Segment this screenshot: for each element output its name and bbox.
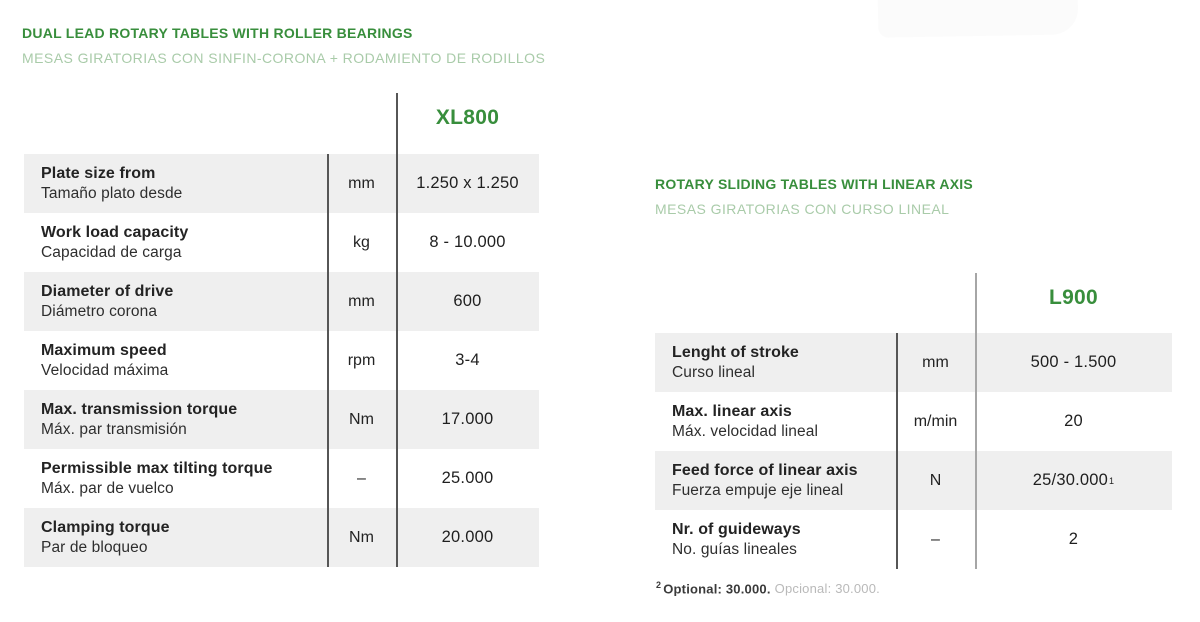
row-value-cell: 500 - 1.500	[1030, 353, 1117, 371]
footnote-text-en: Optional: 30.000.	[663, 581, 771, 597]
table-row	[655, 333, 1172, 392]
table-row	[24, 449, 539, 508]
row-unit-cell: Nm	[349, 410, 374, 428]
row-unit-cell: –	[357, 469, 366, 487]
row-label-es: Tamaño plato desde	[41, 184, 183, 202]
column-divider	[975, 273, 977, 569]
row-label-en: Lenght of stroke	[672, 343, 799, 361]
footnote-text-es: Opcional: 30.000.	[774, 581, 880, 597]
row-label-cell	[655, 451, 896, 510]
row-label-cell	[24, 213, 327, 272]
row-unit-cell: Nm	[349, 528, 374, 546]
table-row	[655, 392, 1172, 451]
row-label-es: Máx. par de vuelco	[41, 479, 174, 497]
model-header-cell	[396, 93, 539, 143]
row-label-en: Clamping torque	[41, 518, 170, 536]
row-label-es: Capacidad de carga	[41, 243, 182, 261]
table-row	[24, 390, 539, 449]
column-divider	[327, 154, 329, 567]
row-label-en: Nr. of guideways	[672, 520, 801, 538]
row-value-cell: 600	[453, 292, 482, 310]
row-label-es: Par de bloqueo	[41, 538, 148, 556]
row-label-cell	[24, 272, 327, 331]
row-label-en: Permissible max tilting torque	[41, 459, 273, 477]
xl800-spec-table	[24, 93, 539, 567]
model-name: L900	[1048, 285, 1099, 309]
right-section-header	[655, 176, 973, 217]
right-section-title: ROTARY SLIDING TABLES WITH LINEAR AXIS	[655, 176, 974, 192]
row-label-es: No. guías lineales	[672, 540, 798, 558]
row-label-es: Curso lineal	[672, 363, 756, 381]
table-rows	[655, 333, 1172, 569]
row-value-cell: 25.000	[441, 469, 494, 487]
table-row	[24, 154, 539, 213]
table-row	[24, 331, 539, 390]
table-row	[655, 451, 1172, 510]
left-section-title: DUAL LEAD ROTARY TABLES WITH ROLLER BEARINGS	[22, 25, 413, 41]
row-value-cell: 1.250 x 1.250	[416, 174, 519, 192]
column-divider	[896, 333, 898, 569]
row-label-es: Máx. par transmisión	[41, 420, 187, 438]
row-value-cell: 8 - 10.000	[429, 233, 506, 251]
table-row	[24, 508, 539, 567]
row-label-cell	[655, 333, 896, 392]
row-value-cell: 2	[1068, 530, 1079, 548]
row-label-en: Work load capacity	[41, 223, 189, 241]
row-label-cell	[24, 331, 327, 390]
row-value-cell: 25/30.000 1	[1032, 471, 1115, 489]
model-name: XL800	[435, 106, 500, 129]
row-unit-cell: –	[931, 530, 940, 548]
faint-watermark	[878, 0, 1079, 38]
row-label-es: Velocidad máxima	[41, 361, 169, 379]
row-unit-cell: mm	[348, 174, 375, 192]
row-label-en: Maximum speed	[41, 341, 167, 359]
footnote	[656, 580, 880, 596]
row-label-cell	[24, 508, 327, 567]
row-label-cell	[24, 449, 327, 508]
footnote-marker: 2	[656, 580, 662, 590]
row-label-en: Max. transmission torque	[41, 400, 238, 418]
row-label-es: Máx. velocidad lineal	[672, 422, 818, 440]
row-unit-cell: m/min	[913, 412, 958, 430]
row-value-cell: 20	[1064, 412, 1083, 430]
table-row	[24, 272, 539, 331]
row-label-cell	[655, 510, 896, 569]
row-unit-cell: kg	[353, 233, 370, 251]
row-label-cell	[24, 154, 327, 213]
row-label-cell	[655, 392, 896, 451]
left-section-header	[22, 25, 545, 66]
l900-spec-table	[655, 273, 1172, 569]
table-row	[655, 510, 1172, 569]
row-unit-cell: mm	[922, 353, 949, 371]
row-unit-cell: rpm	[347, 351, 376, 369]
row-label-es: Diámetro corona	[41, 302, 158, 320]
row-unit-cell: N	[929, 471, 942, 489]
row-value-cell: 3-4	[455, 351, 480, 369]
row-label-en: Diameter of drive	[41, 282, 174, 300]
right-section-subtitle: MESAS GIRATORIAS CON CURSO LINEAL	[655, 201, 950, 217]
left-section-subtitle: MESAS GIRATORIAS CON SINFIN-CORONA + RODAMIENTO DE RODILLOS	[22, 50, 546, 66]
row-label-es: Fuerza empuje eje lineal	[672, 481, 844, 499]
row-value-cell: 17.000	[441, 410, 494, 428]
column-divider	[396, 93, 398, 567]
table-rows	[24, 154, 539, 567]
row-label-cell	[24, 390, 327, 449]
table-row	[24, 213, 539, 272]
model-header-cell	[975, 273, 1172, 322]
row-unit-cell: mm	[348, 292, 375, 310]
row-label-en: Plate size from	[41, 164, 156, 182]
row-label-en: Max. linear axis	[672, 402, 792, 420]
row-value-cell: 20.000	[441, 528, 494, 546]
row-label-en: Feed force of linear axis	[672, 461, 858, 479]
